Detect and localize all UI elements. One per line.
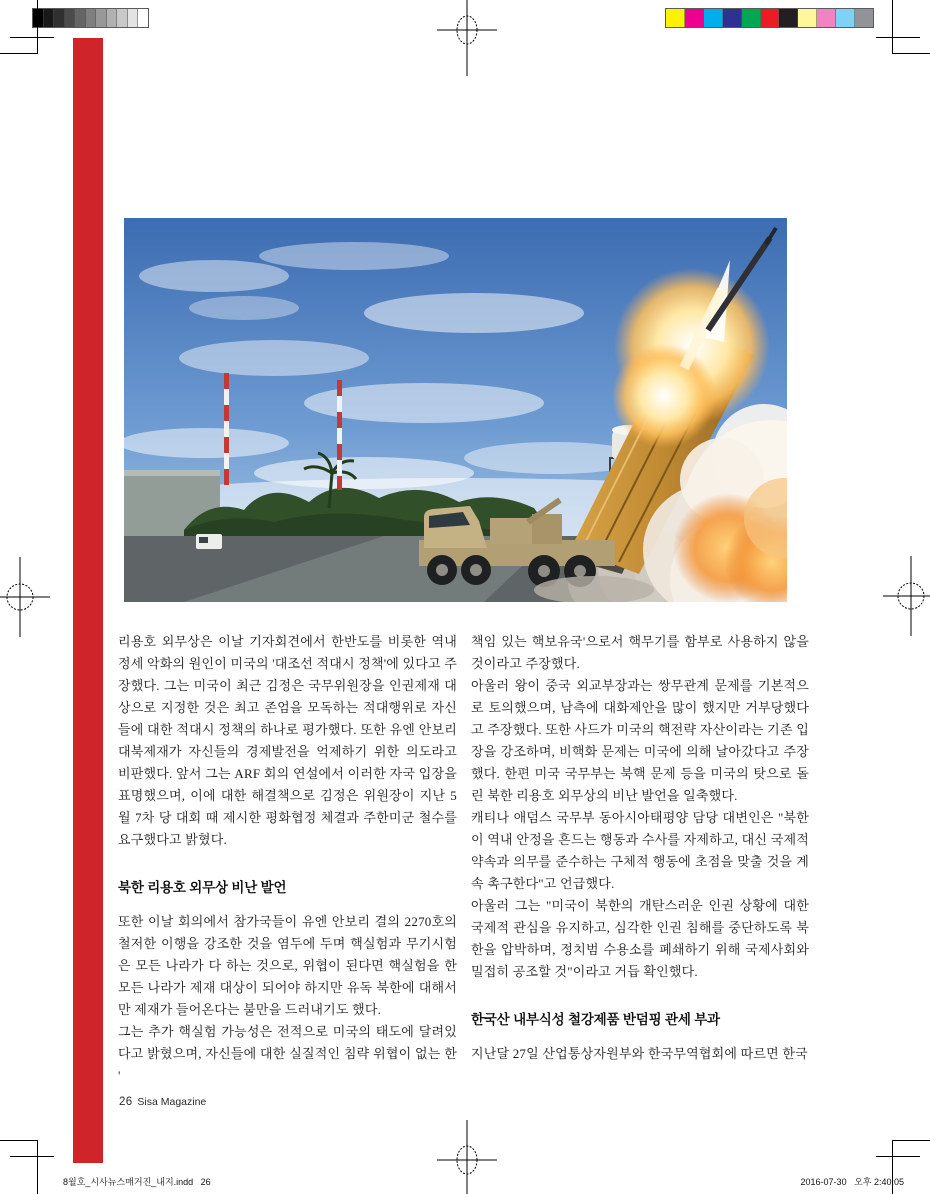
slug-filename: 8월호_시사뉴스매거진_내지.indd 26 <box>63 1177 211 1187</box>
registration-mark <box>0 557 50 637</box>
color-swatch <box>685 9 704 27</box>
registration-mark <box>437 0 497 76</box>
trim-mark <box>10 1156 54 1157</box>
article-column-left <box>118 631 457 1087</box>
color-swatch <box>723 9 742 27</box>
body-paragraph: 그는 추가 핵실험 가능성은 전적으로 미국의 태도에 달려있다고 밝혔으며, 자신들에 대한 실질적인 침략 위협이 없는 한 ' <box>118 1024 457 1083</box>
article-column-right <box>471 631 809 1065</box>
color-swatch <box>65 9 76 27</box>
magazine-name: Sisa Magazine <box>137 1096 207 1108</box>
color-swatch <box>128 9 139 27</box>
cmyk-color-calibration-bar <box>665 8 874 28</box>
section-heading: 북한 리용호 외무상 비난 발언 <box>118 880 287 895</box>
section-heading: 한국산 내부식성 철강제품 반덤핑 관세 부과 <box>471 1012 720 1027</box>
color-swatch <box>86 9 97 27</box>
registration-mark <box>437 1120 497 1194</box>
body-paragraph: 리용호 외무상은 이날 기자회견에서 한반도를 비롯한 역내 정세 악화의 원인이 미국의 '대조선 적대시 정책'에 있다고 주장했다. 그는 미국이 최근 김정은 국무위원장을 인권제재 대상으로 지정한 것은 최고 존엄을 모독하는 적대행위로 자신들에 대한 적대시 정책의 하나로 평가했다. 또한 유엔 안보리 대북제재가 자신들의 경제발전을 억제하기 위한 의도라고 비판했다. 앞서 그는 ARF 회의 연설에서 이러한 자국 입장을 표명했으며, 이에 대한 해결책으로 김정은 위원장이 지난 5월 7차 당 대회 때 제시한 평화협정 체결과 주한미군 철수를 요구했다고 밝혔다. <box>118 634 457 847</box>
trim-mark <box>37 1140 38 1194</box>
thaad-launch-illustration <box>124 218 787 602</box>
color-swatch <box>836 9 855 27</box>
body-paragraph: 아울러 그는 "미국이 북한의 개탄스러운 인권 상황에 대한 국제적 관심을 유지하고, 심각한 인권 침해를 중단하도록 북한을 압박하며, 정치범 수용소를 폐쇄하기 위해 국제사회와 밀접히 공조할 것"이라고 거듭 확인했다. <box>471 898 809 979</box>
color-swatch <box>798 9 817 27</box>
red-edge-bar <box>73 38 103 1163</box>
trim-mark <box>0 1140 38 1141</box>
registration-mark <box>883 556 930 636</box>
body-paragraph: 또한 이날 회의에서 참가국들이 유엔 안보리 결의 2270호의 철저한 이행을 강조한 것을 염두에 두며 핵실험과 무기시험은 모든 나라가 다 하는 것으로, 위협이 된다면 핵실험을 한 모든 나라가 제재 대상이 되어야 하지만 유독 북한에 대해서만 제재가 들어온다는 불만을 드러내기도 했다. <box>118 914 457 1017</box>
color-swatch <box>761 9 780 27</box>
thaad-launch-photo <box>124 218 787 602</box>
antenna-mast <box>337 380 342 490</box>
trim-mark <box>876 1156 920 1157</box>
color-swatch <box>138 9 148 27</box>
trim-mark <box>892 1140 930 1141</box>
color-swatch <box>44 9 55 27</box>
trim-mark <box>876 37 920 38</box>
grayscale-calibration-bar <box>32 8 149 28</box>
body-paragraph: 책임 있는 핵보유국'으로서 핵무기를 함부로 사용하지 않을 것이라고 주장했다. <box>471 634 809 671</box>
color-swatch <box>855 9 873 27</box>
body-paragraph: 아울러 왕이 중국 외교부장과는 쌍무관계 문제를 기본적으로 토의했으며, 남측에 대화제안을 많이 했지만 거부당했다고 주장했다. 또한 사드가 미국의 핵전략 자산이라는 기존 입장을 강조하며, 비핵화 문제는 미국에 의해 날아갔다고 주장했다. 한편 미국 국무부는 북핵 문제 등을 미국의 탓으로 돌린 북한 리용호 외무상의 비난 발언을 일축했다. <box>471 678 809 803</box>
trim-mark <box>0 53 38 54</box>
color-swatch <box>817 9 836 27</box>
page-footer <box>119 1092 206 1110</box>
trim-mark <box>37 0 38 54</box>
color-swatch <box>33 9 44 27</box>
color-swatch <box>742 9 761 27</box>
color-swatch <box>75 9 86 27</box>
color-swatch <box>779 9 798 27</box>
color-swatch <box>117 9 128 27</box>
color-swatch <box>704 9 723 27</box>
trim-mark <box>892 0 893 54</box>
trim-mark <box>892 53 930 54</box>
trim-mark <box>10 37 54 38</box>
color-swatch <box>666 9 685 27</box>
page-number: 26 <box>119 1096 133 1108</box>
antenna-mast <box>224 373 229 485</box>
slug-timestamp: 2016-07-30 오후 2:40:05 <box>800 1177 904 1187</box>
color-swatch <box>107 9 118 27</box>
color-swatch <box>96 9 107 27</box>
body-paragraph: 캐티나 애덤스 국무부 동아시아태평양 담당 대변인은 "북한이 역내 안정을 흔드는 행동과 수사를 자제하고, 대신 국제적 약속과 의무를 준수하는 구체적 행동에 초점을 맞출 것을 계속 촉구한다"고 언급했다. <box>471 810 809 891</box>
color-swatch <box>54 9 65 27</box>
small-vehicle <box>196 534 222 549</box>
body-paragraph: 지난달 27일 산업통상자원부와 한국무역협회에 따르면 한국 <box>471 1046 808 1061</box>
